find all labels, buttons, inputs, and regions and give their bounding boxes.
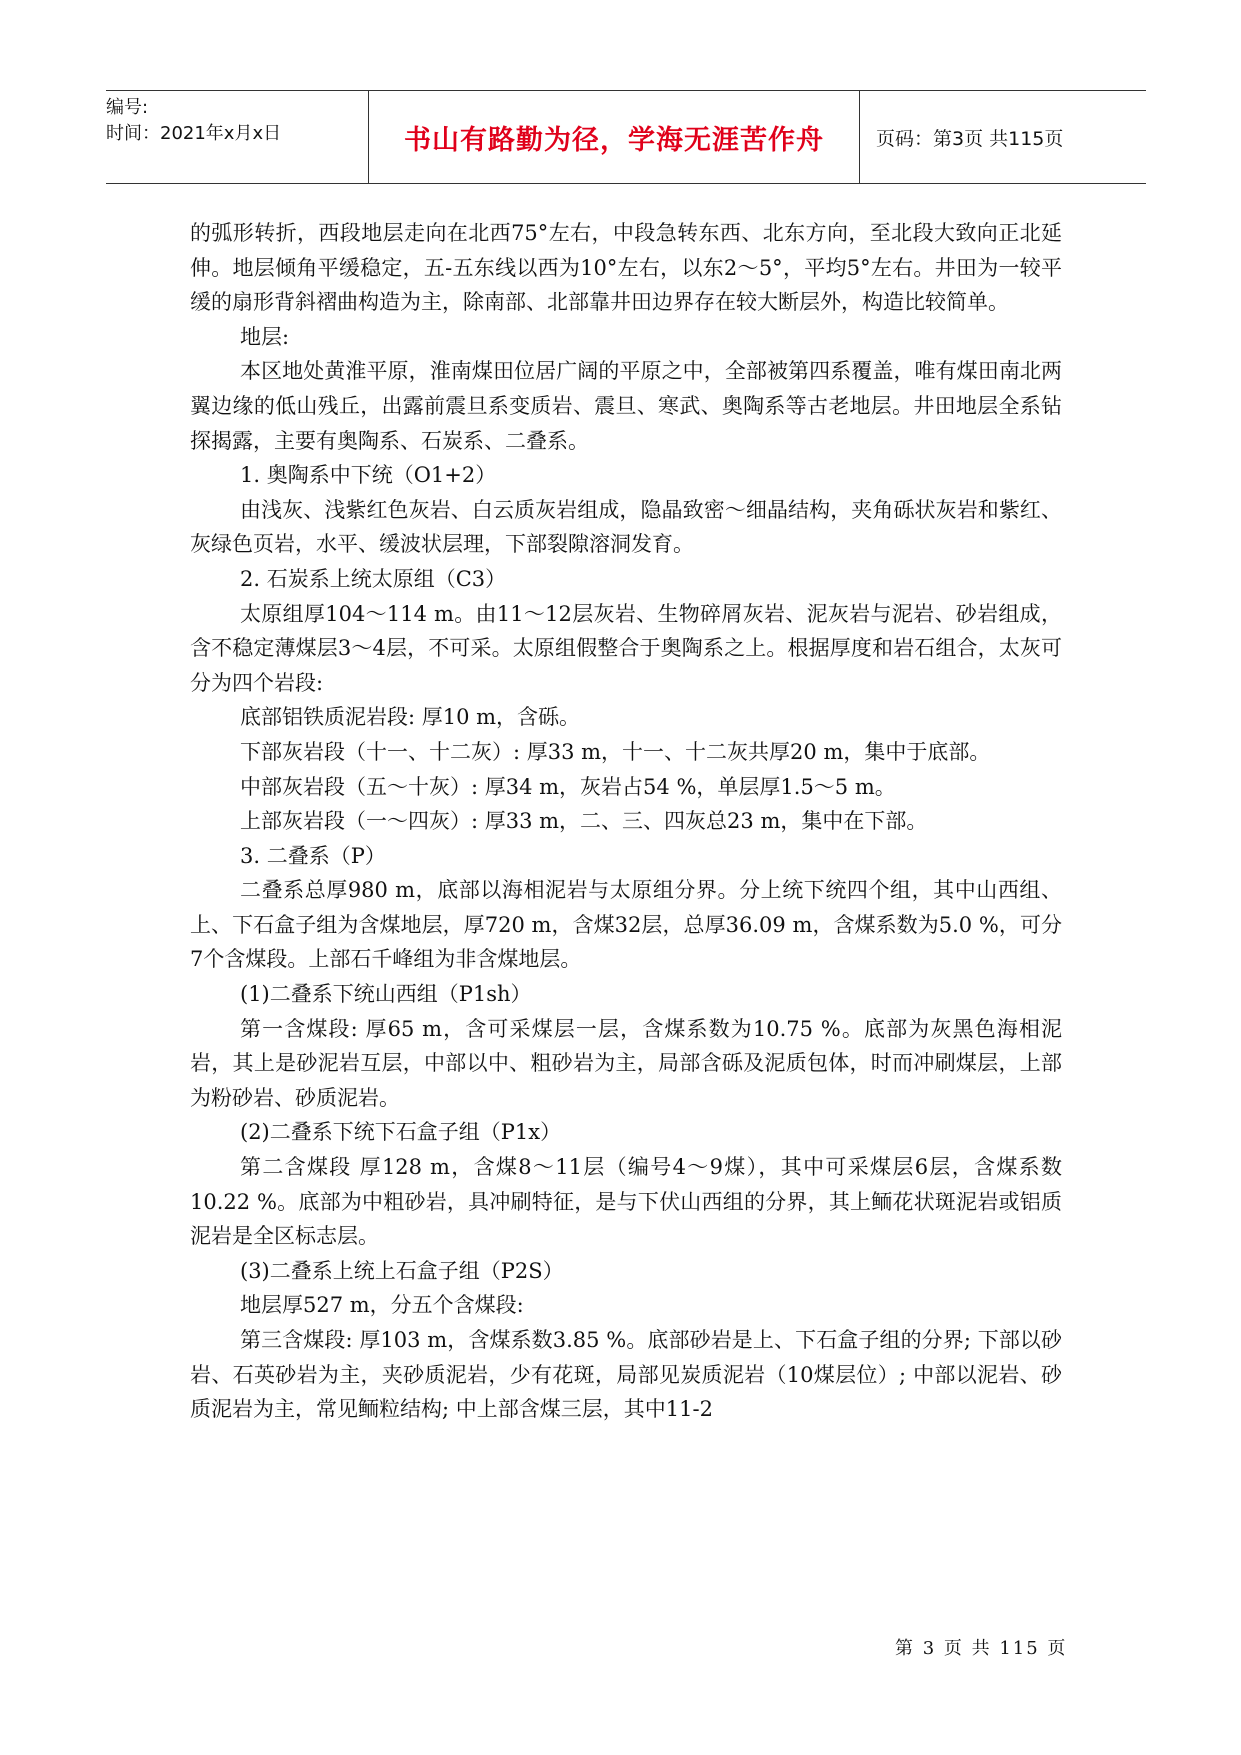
body-paragraph: 第一含煤段: 厚65 m，含可采煤层一层，含煤系数为10.75 %。底部为灰黑色海相泥岩，其上是砂泥岩互层，中部以中、粗砂岩为主，局部含砾及泥质包体，时而冲刷煤层，上部为粉砂岩、砂质泥岩。 (190, 1016, 1062, 1110)
body-paragraph: 第三含煤段: 厚103 m，含煤系数3.85 %。底部砂岩是上、下石盒子组的分界; 下部以砂岩、石英砂岩为主，夹砂质泥岩，少有花斑，局部见炭质泥岩（10煤层位）; 中部以泥岩、砂质泥岩为主，常见鲕粒结构; 中上部含煤三层，其中11-2 (190, 1328, 1062, 1422)
body-paragraph: (1)二叠系下统山西组（P1sh） (240, 982, 532, 1007)
body-paragraph: (3)二叠系上统上石盒子组（P2S） (240, 1258, 564, 1283)
header-meta (106, 91, 368, 187)
body-paragraph: 1. 奥陶系中下统（O1+2） (240, 463, 497, 488)
body-paragraph: (2)二叠系下统下石盒子组（P1x） (240, 1120, 562, 1145)
page-header (106, 90, 1146, 184)
document-body (190, 216, 1062, 1427)
body-paragraph: 的弧形转折，西段地层走向在北西75°左右，中段急转东西、北东方向，至北段大致向正北延伸。地层倾角平缓稳定，五-五东线以西为10°左右，以东2～5°，平均5°左右。井田为一较平缓的扇形背斜褶曲构造为主，除南部、北部靠井田边界存在较大断层外，构造比较简单。 (190, 221, 1062, 315)
body-paragraph: 3. 二叠系（P） (240, 843, 386, 868)
body-paragraph: 地层: (240, 324, 290, 349)
body-paragraph: 中部灰岩段（五～十灰）: 厚34 m，灰岩占54 %，单层厚1.5～5 m。 (240, 774, 896, 799)
body-paragraph: 上部灰岩段（一～四灰）: 厚33 m，二、三、四灰总23 m，集中在下部。 (240, 809, 928, 834)
body-paragraph: 底部铝铁质泥岩段: 厚10 m，含砾。 (240, 705, 581, 730)
body-paragraph: 二叠系总厚980 m，底部以海相泥岩与太原组分界。分上统下统四个组，其中山西组、上、下石盒子组为含煤地层，厚720 m，含煤32层，总厚36.09 m，含煤系数为5.0 %，可分7个含煤段。上部石千峰组为非含煤地层。 (190, 878, 1062, 972)
body-paragraph: 太原组厚104～114 m。由11～12层灰岩、生物碎屑灰岩、泥灰岩与泥岩、砂岩组成，含不稳定薄煤层3～4层，不可采。太原组假整合于奥陶系之上。根据厚度和岩石组合，太灰可分为四个岩段: (190, 601, 1062, 695)
body-paragraph: 下部灰岩段（十一、十二灰）: 厚33 m，十一、十二灰共厚20 m，集中于底部。 (240, 739, 991, 764)
body-paragraph: 本区地处黄淮平原，淮南煤田位居广阔的平原之中，全部被第四系覆盖，唯有煤田南北两翼边缘的低山残丘，出露前震旦系变质岩、震旦、寒武、奥陶系等古老地层。井田地层全系钻探揭露，主要有奥陶系、石炭系、二叠系。 (190, 359, 1062, 453)
page-footer: 第 3 页 共 115 页 (895, 1638, 1068, 1659)
document-time: 时间：2021年x月x日 (106, 123, 282, 144)
header-motto: 书山有路勤为径，学海无涯苦作舟 (368, 91, 860, 183)
header-page-info: 页码：第3页 共115页 (876, 127, 1064, 150)
body-paragraph: 地层厚527 m，分五个含煤段: (240, 1293, 524, 1318)
body-paragraph: 2. 石炭系上统太原组（C3） (240, 566, 507, 591)
body-paragraph: 第二含煤段 厚128 m，含煤8～11层（编号4～9煤），其中可采煤层6层，含煤系数10.22 %。底部为中粗砂岩，具冲刷特征，是与下伏山西组的分界，其上鲕花状斑泥岩或铝质泥岩是全区标志层。 (190, 1155, 1062, 1249)
document-number-label: 编号: (106, 97, 149, 118)
body-paragraph: 由浅灰、浅紫红色灰岩、白云质灰岩组成，隐晶致密～细晶结构，夹角砾状灰岩和紫红、灰绿色页岩，水平、缓波状层理，下部裂隙溶洞发育。 (190, 497, 1062, 557)
